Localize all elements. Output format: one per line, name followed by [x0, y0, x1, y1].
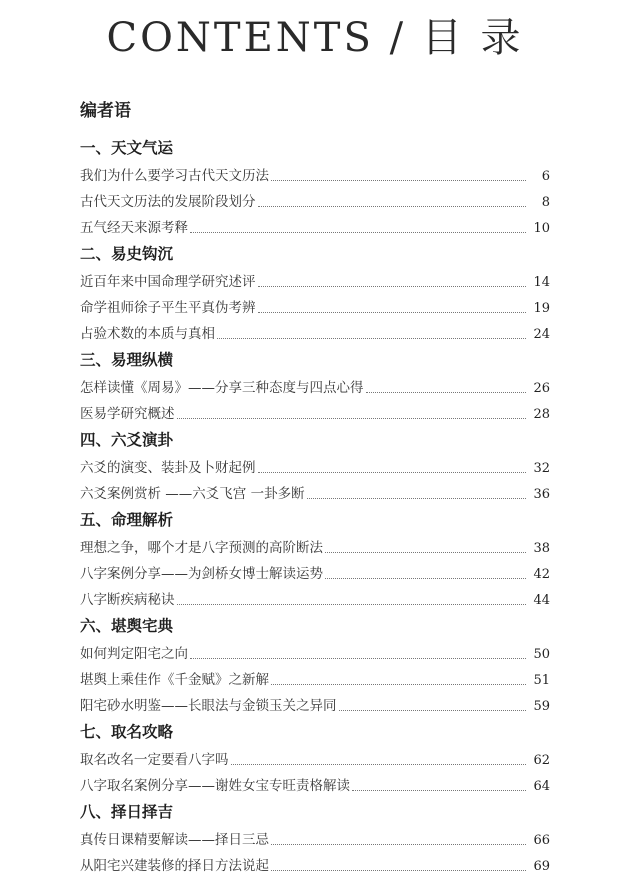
page-number: 69	[533, 859, 550, 874]
toc-entry[interactable]	[80, 398, 550, 424]
toc-entry[interactable]	[80, 186, 550, 212]
page-number: 38	[533, 541, 550, 556]
dot-leader	[271, 869, 526, 871]
dot-leader	[325, 551, 526, 553]
page-number: 51	[533, 673, 550, 688]
entry-title: 五气经天来源考释	[80, 220, 188, 236]
page-number: 8	[541, 195, 550, 210]
entry-title: 阳宅砂水明鉴——长眼法与金锁玉关之异同	[80, 698, 337, 714]
dot-leader	[339, 709, 527, 711]
entry-title: 八字取名案例分享——谢姓女宝专旺责格解读	[80, 778, 350, 794]
toc-entry[interactable]	[80, 638, 550, 664]
entry-title: 如何判定阳宅之向	[80, 646, 188, 662]
page-number: 42	[533, 567, 550, 582]
section-title: 二、易史钩沉	[80, 245, 174, 263]
page-number: 24	[533, 327, 550, 342]
toc-entry[interactable]	[80, 318, 550, 344]
dot-leader	[258, 471, 527, 473]
page-number: 26	[533, 381, 550, 396]
section-title: 四、六爻演卦	[80, 431, 174, 449]
dot-leader	[271, 843, 526, 845]
dot-leader	[177, 603, 527, 605]
page-number: 28	[533, 407, 550, 422]
section-title: 一、天文气运	[80, 139, 174, 157]
section-title: 六、堪舆宅典	[80, 617, 174, 635]
toc-entry[interactable]	[80, 744, 550, 770]
toc-entry[interactable]	[80, 584, 550, 610]
dot-leader	[231, 763, 527, 765]
toc-entry[interactable]	[80, 160, 550, 186]
page-number: 50	[533, 647, 550, 662]
section-title: 八、择日择吉	[80, 803, 174, 821]
dot-leader	[190, 657, 526, 659]
entry-title: 占验术数的本质与真相	[80, 326, 215, 342]
dot-leader	[177, 417, 527, 419]
dot-leader	[271, 683, 526, 685]
entry-title: 从阳宅兴建装修的择日方法说起	[80, 858, 269, 874]
entry-title: 取名改名一定要看八字吗	[80, 752, 229, 768]
toc-entry[interactable]	[80, 478, 550, 504]
toc-entry[interactable]	[80, 292, 550, 318]
toc-entry[interactable]	[80, 266, 550, 292]
page-number: 66	[533, 833, 550, 848]
section-title: 三、易理纵横	[80, 351, 174, 369]
section-title: 五、命理解析	[80, 511, 174, 529]
page-title: CONTENTS / 目 录	[106, 15, 524, 61]
entry-title: 六爻案例赏析 ——六爻飞宫 一卦多断	[80, 486, 305, 502]
toc-entry[interactable]	[80, 664, 550, 690]
dot-leader	[217, 337, 526, 339]
page-number: 62	[533, 753, 550, 768]
toc-entry[interactable]	[80, 558, 550, 584]
entry-title: 理想之争，哪个才是八字预测的高阶断法	[80, 540, 323, 556]
toc-entry[interactable]	[80, 212, 550, 238]
dot-leader	[190, 231, 526, 233]
page-number: 6	[541, 169, 550, 184]
entry-title: 古代天文历法的发展阶段划分	[80, 194, 256, 210]
dot-leader	[352, 789, 526, 791]
page-number: 10	[533, 221, 550, 236]
page-number: 36	[533, 487, 550, 502]
entry-title: 近百年来中国命理学研究述评	[80, 274, 256, 290]
dot-leader	[325, 577, 526, 579]
toc-entry[interactable]	[80, 850, 550, 876]
toc-entry[interactable]	[80, 690, 550, 716]
toc-entry[interactable]	[80, 532, 550, 558]
page-number: 44	[533, 593, 550, 608]
page-number: 64	[533, 779, 550, 794]
entry-title: 八字断疾病秘诀	[80, 592, 175, 608]
page-number: 19	[533, 301, 550, 316]
dot-leader	[258, 311, 527, 313]
table-of-contents	[80, 132, 550, 876]
section-title: 七、取名攻略	[80, 723, 174, 741]
entry-title: 命学祖师徐子平生平真伪考辨	[80, 300, 256, 316]
dot-leader	[366, 391, 527, 393]
entry-title: 我们为什么要学习古代天文历法	[80, 168, 269, 184]
toc-entry[interactable]	[80, 824, 550, 850]
entry-title: 八字案例分享——为剑桥女博士解读运势	[80, 566, 323, 582]
editor-note-heading: 编者语	[80, 101, 131, 121]
dot-leader	[307, 497, 526, 499]
dot-leader	[258, 205, 527, 207]
dot-leader	[271, 179, 526, 181]
page-number: 14	[533, 275, 550, 290]
entry-title: 六爻的演变、装卦及卜财起例	[80, 460, 256, 476]
page-number: 32	[533, 461, 550, 476]
toc-entry[interactable]	[80, 372, 550, 398]
entry-title: 堪舆上乘佳作《千金赋》之新解	[80, 672, 269, 688]
entry-title: 真传日课精要解读——择日三忌	[80, 832, 269, 848]
entry-title: 医易学研究概述	[80, 406, 175, 422]
dot-leader	[258, 285, 527, 287]
toc-entry[interactable]	[80, 770, 550, 796]
entry-title: 怎样读懂《周易》——分享三种态度与四点心得	[80, 380, 364, 396]
toc-entry[interactable]	[80, 452, 550, 478]
page-number: 59	[533, 699, 550, 714]
